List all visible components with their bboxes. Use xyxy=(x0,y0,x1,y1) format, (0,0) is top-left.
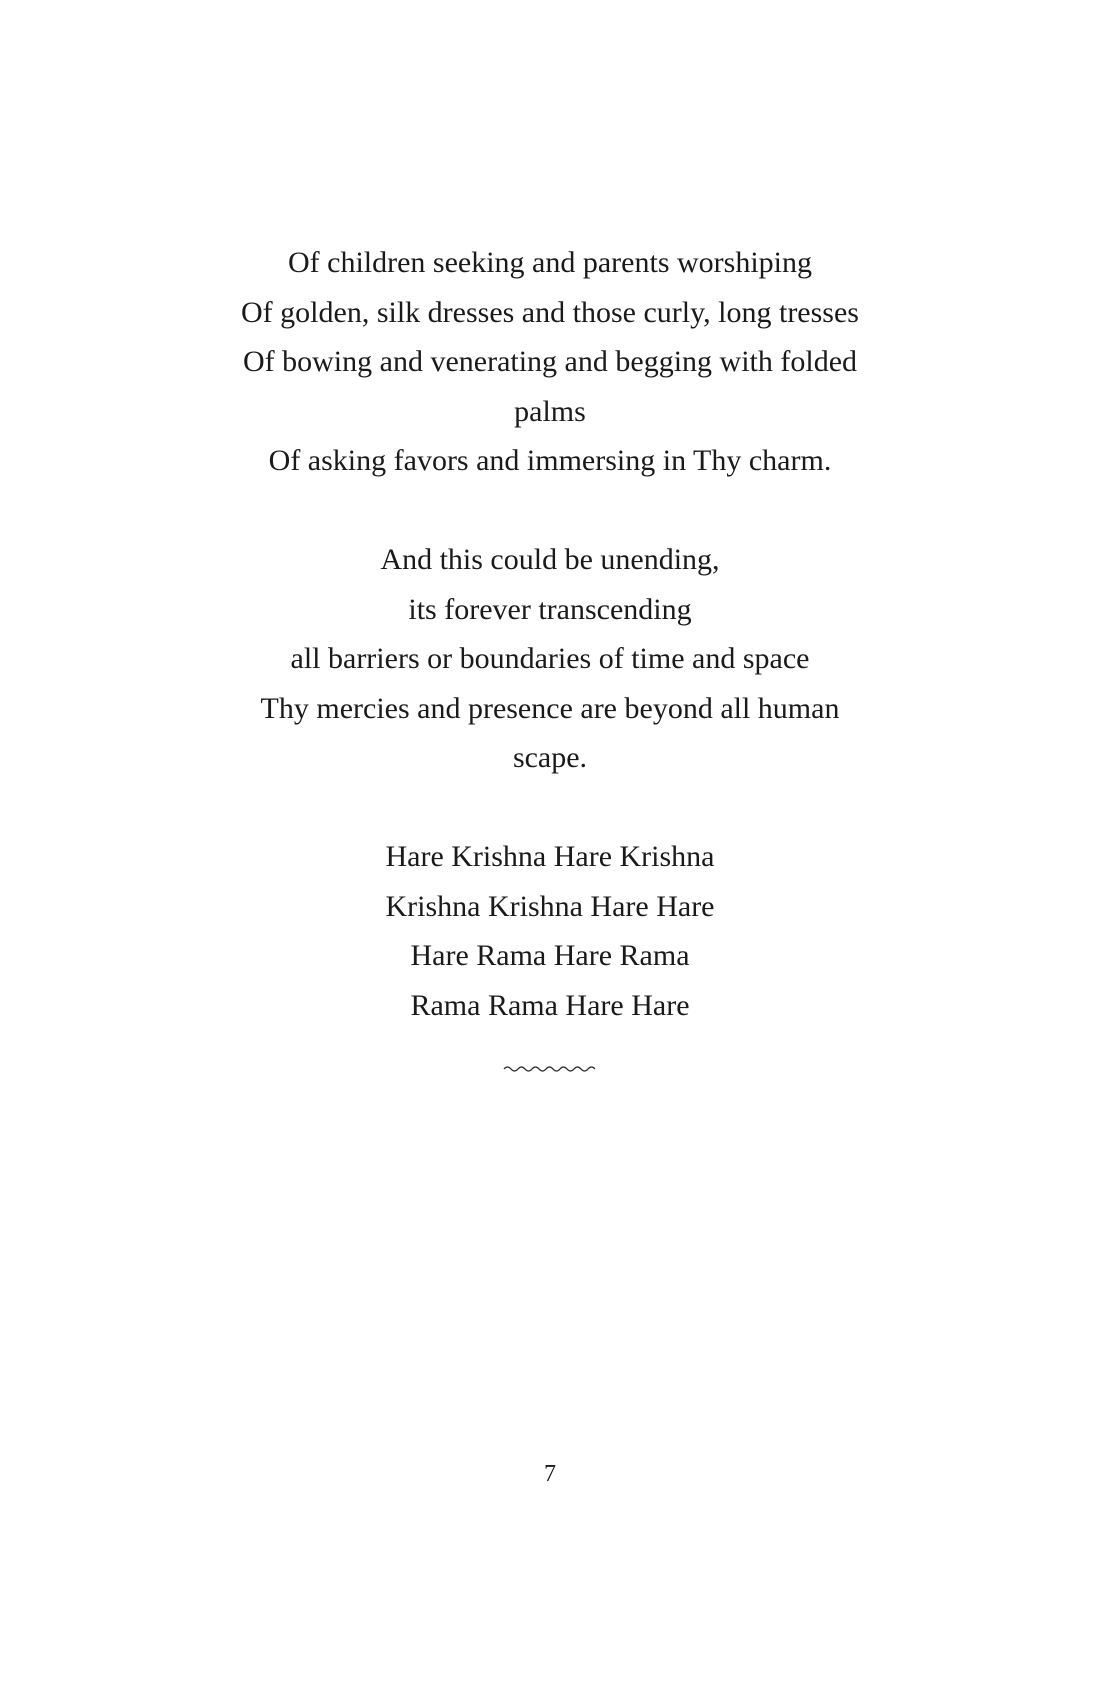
poem-line: Of bowing and venerating and begging with folded xyxy=(242,345,858,378)
page-number: 7 xyxy=(544,1461,556,1487)
mantra-line: Hare Krishna Hare Krishna xyxy=(385,840,715,873)
poem-line: scape. xyxy=(512,741,588,774)
poem xyxy=(150,238,950,1080)
mantra-line: Hare Rama Hare Rama xyxy=(410,939,690,972)
section-divider xyxy=(0,1062,1100,1076)
mantra-line: Rama Rama Hare Hare xyxy=(410,988,690,1022)
poem-line: Thy mercies and presence are beyond all human xyxy=(260,691,840,725)
stanza-2 xyxy=(150,535,950,783)
poem-line: palms xyxy=(514,394,586,428)
stanza-3 xyxy=(150,832,950,1030)
poem-line: all barriers or boundaries of time and space xyxy=(290,642,810,675)
poem-line: Of asking favors and immersing in Thy charm. xyxy=(268,444,832,477)
stanza-1 xyxy=(150,238,950,486)
poem-line: And this could be unending, xyxy=(380,543,720,576)
wavy-line-icon xyxy=(503,1063,597,1075)
poem-line: its forever transcending xyxy=(408,592,692,626)
poem-line: Of golden, silk dresses and those curly, long tresses xyxy=(241,295,859,329)
mantra-line: Krishna Krishna Hare Hare xyxy=(385,889,715,923)
poem-line: Of children seeking and parents worshiping xyxy=(287,246,813,279)
